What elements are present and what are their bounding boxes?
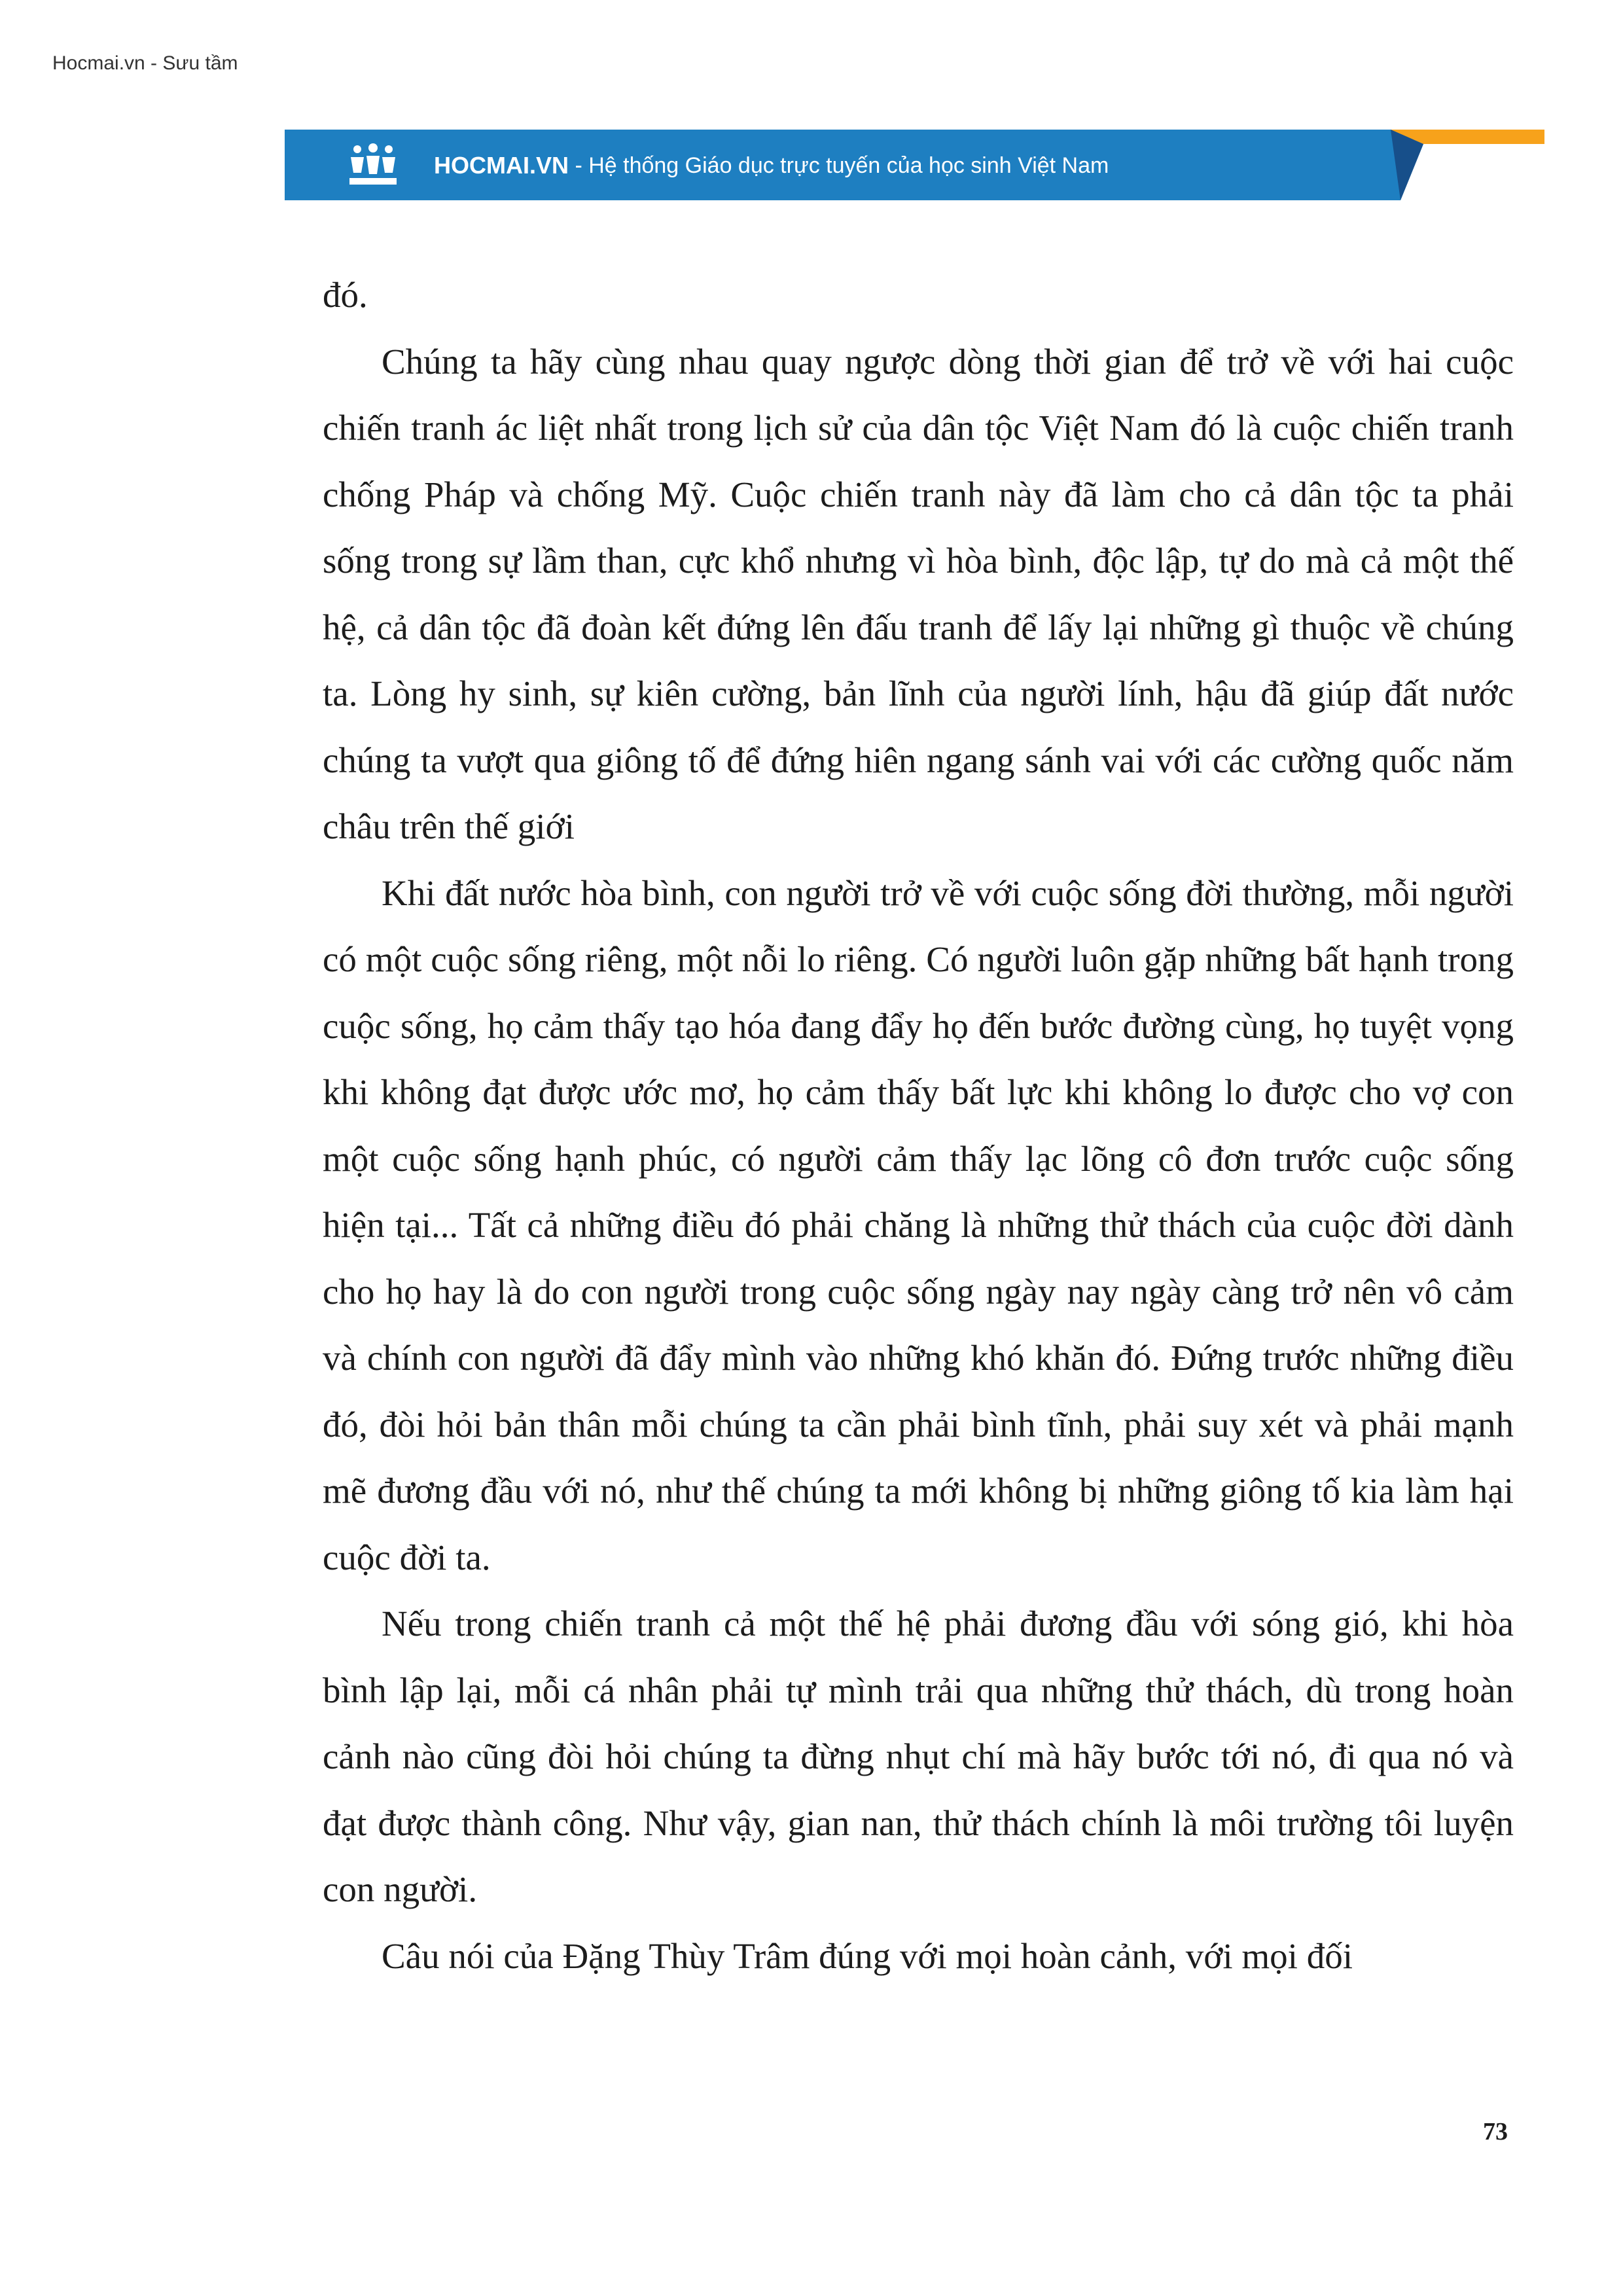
essay-body — [323, 262, 1514, 1989]
banner-title — [434, 148, 1109, 183]
paragraph: đó. — [323, 275, 368, 315]
hocmai-logo-icon — [347, 143, 399, 188]
source-note: Hocmai.vn - Sưu tầm — [52, 52, 238, 74]
paragraph: Câu nói của Đặng Thùy Trâm đúng với mọi hoàn cảnh, với mọi đối — [382, 1935, 1353, 1976]
page-number: 73 — [1483, 2118, 1508, 2145]
paragraph: Chúng ta hãy cùng nhau quay ngược dòng thời gian để trở về với hai cuộc chiến tranh ác liệt nhất trong lịch sử của dân tộc Việt Nam đó là cuộc chiến tranh chống Pháp và chống Mỹ. Cuộc chiến tranh này đã làm cho cả dân tộc ta phải sống trong sự lầm than, cực khổ nhưng vì hòa bình, độc lập, tự do mà cả một thế hệ, cả dân tộc đã đoàn kết đứng lên đấu tranh để lấy lại những gì thuộc về chúng ta. Lòng hy sinh, sự kiên cường, bản lĩnh của người lính, hậu đã giúp đất nước chúng ta vượt qua giông tố để đứng hiên ngang sánh vai với các cường quốc năm châu trên thế giới — [323, 341, 1514, 846]
banner-brand: HOCMAI.VN — [434, 152, 569, 179]
paragraph: Nếu trong chiến tranh cả một thế hệ phải đương đầu với sóng gió, khi hòa bình lập lại, mỗi cá nhân phải tự mình trải qua những thử thách, dù trong hoàn cảnh nào cũng đòi hỏi chúng ta đừng nhụt chí mà hãy bước tới nó, đi qua nó và đạt được thành công. Như vậy, gian nan, thử thách chính là môi trường tôi luyện con người. — [323, 1604, 1514, 1909]
header-banner — [285, 130, 1544, 200]
paragraph: Khi đất nước hòa bình, con người trở về với cuộc sống đời thường, mỗi người có một cuộc sống riêng, một nỗi lo riêng. Có người luôn gặp những bất hạnh trong cuộc sống, họ cảm thấy tạo hóa đang đẩy họ đến bước đường cùng, họ tuyệt vọng khi không đạt được ước mơ, họ cảm thấy bất lực khi không lo được cho vợ con một cuộc sống hạnh phúc, có người cảm thấy lạc lõng cô đơn trước cuộc sống hiện tại... Tất cả những điều đó phải chăng là những thử thách của cuộc đời dành cho họ hay là do con người trong cuộc sống ngày nay ngày càng trở nên vô cảm và chính con người đã đẩy mình vào những khó khăn đó. Đứng trước những điều đó, đòi hỏi bản thân mỗi chúng ta cần phải bình tĩnh, phải suy xét và phải mạnh mẽ đương đầu với nó, như thế chúng ta mới không bị những giông tố kia làm hại cuộc đời ta. — [323, 872, 1514, 1577]
banner-tagline: - Hệ thống Giáo dục trực tuyến của học sinh Việt Nam — [569, 152, 1109, 178]
